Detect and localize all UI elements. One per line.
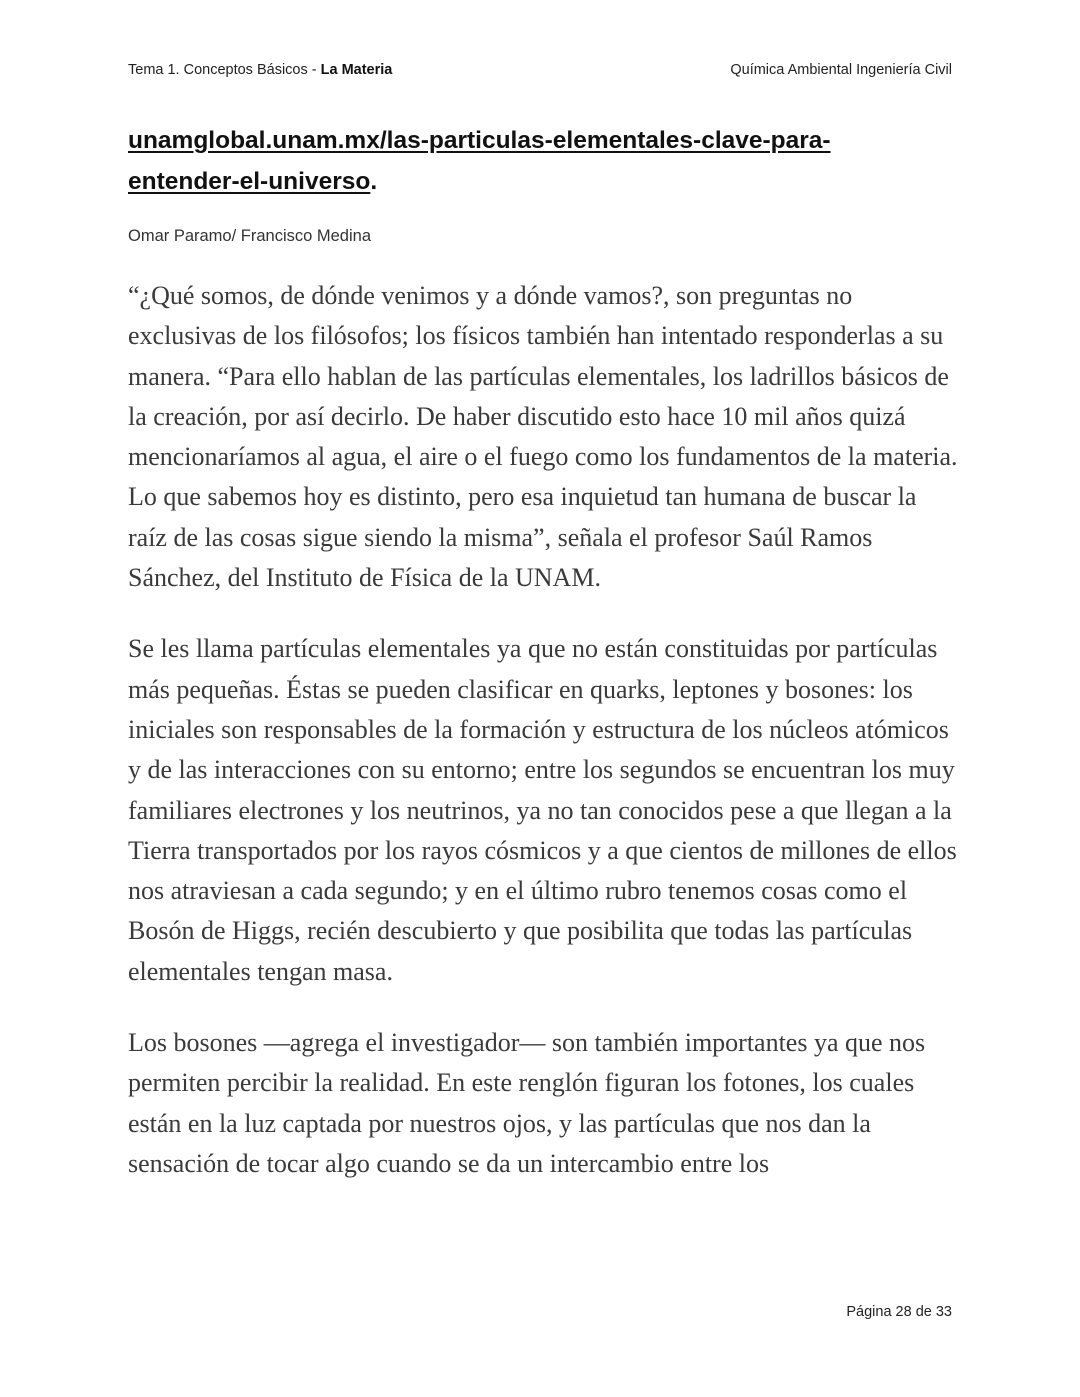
header-chapter: [128, 62, 392, 78]
header-chapter-topic: La Materia: [320, 62, 393, 78]
header-course: Química Ambiental Ingeniería Civil: [730, 62, 952, 78]
header-chapter-prefix: Tema 1. Conceptos Básicos -: [128, 62, 321, 78]
page-number: Página 28 de 33: [846, 1304, 952, 1320]
source-link-block: [128, 120, 918, 202]
article-body: [128, 276, 958, 1215]
page-header: [128, 62, 952, 78]
paragraph: Los bosones —agrega el investigador— son también importantes ya que nos permiten percibir la realidad. En este renglón figuran los fotones, los cuales están en la luz captada por nuestros ojos, y las partículas que nos dan la sensación de tocar algo cuando se da un intercambio entre los: [128, 1028, 926, 1178]
paragraph: Se les llama partículas elementales ya que no están constituidas por partículas más pequeñas. Éstas se pueden clasificar en quarks, leptones y bosones: los iniciales son responsables de la formación y estructura de los núcleos atómicos y de las interacciones con su entorno; entre los segundos se encuentran los muy familiares electrones y los neutrinos, ya no tan conocidos pese a que llegan a la Tierra transportados por los rayos cósmicos y a que cientos de millones de ellos nos atraviesan a cada segundo; y en el último rubro tenemos cosas como el Bosón de Higgs, recién descubierto y que posibilita que todas las partículas elementales tengan masa.: [128, 634, 957, 986]
author-credit: Omar Paramo/ Francisco Medina: [128, 227, 371, 245]
source-link[interactable]: unamglobal.unam.mx/las-particulas-elementales-clave-para-entender-el-universo: [128, 127, 831, 195]
paragraph: “¿Qué somos, de dónde venimos y a dónde vamos?, son preguntas no exclusivas de los filósofos; los físicos también han intentado responderlas a su manera. “Para ello hablan de las partículas elementales, los ladrillos básicos de la creación, por así decirlo. De haber discutido esto hace 10 mil años quizá mencionaríamos al agua, el aire o el fuego como los fundamentos de la materia. Lo que sabemos hoy es distinto, pero esa inquietud tan humana de buscar la raíz de las cosas sigue siendo la misma”, señala el profesor Saúl Ramos Sánchez, del Instituto de Física de la UNAM.: [128, 281, 958, 593]
source-link-period: .: [370, 168, 378, 195]
